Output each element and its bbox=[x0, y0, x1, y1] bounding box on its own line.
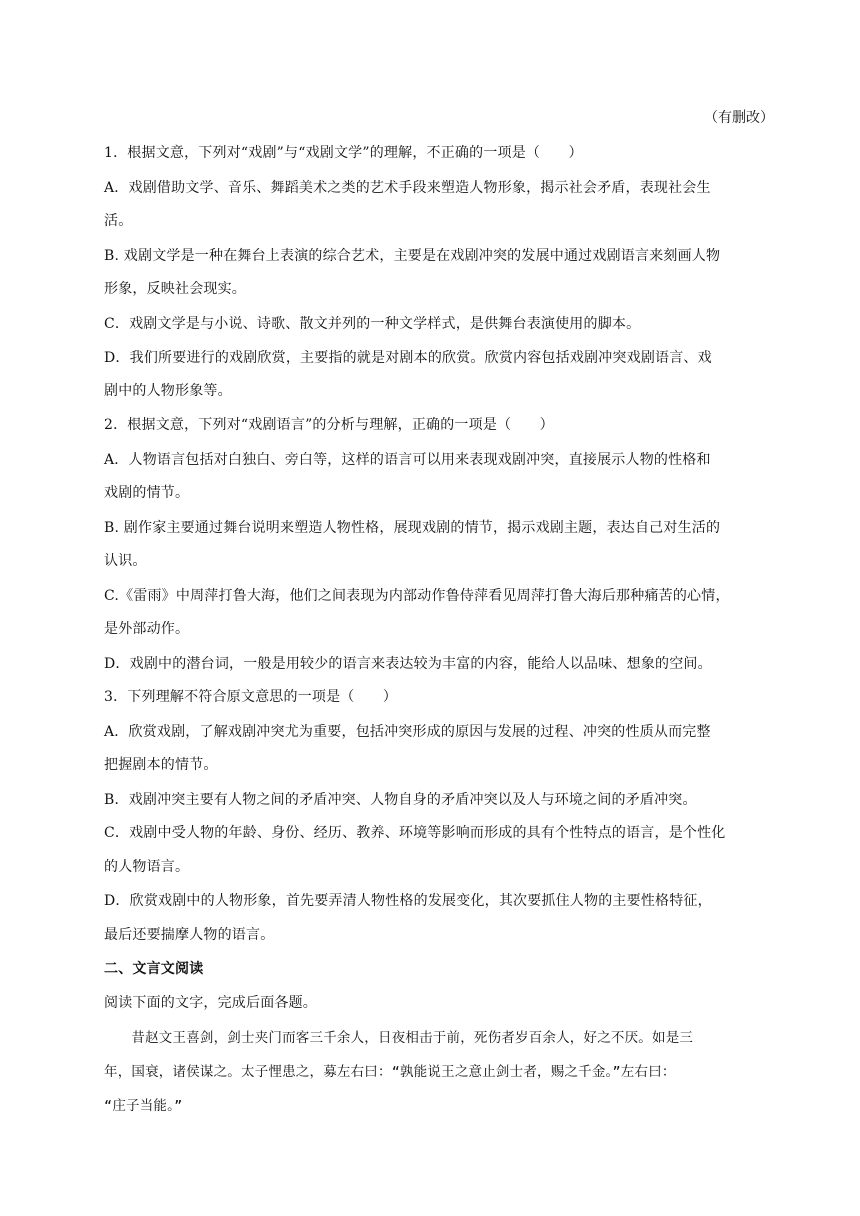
section-heading: 二、文言文阅读 bbox=[104, 961, 204, 977]
q3-option-c-line1: C．戏剧中受人物的年龄、身份、经历、教养、环境等影响而形成的具有个性特点的语言，是个性化 bbox=[104, 825, 726, 841]
q1-option-a-line2: 活。 bbox=[104, 213, 133, 229]
q1-option-d-line1: D．我们所要进行的戏剧欣赏，主要指的就是对剧本的欣赏。欣赏内容包括戏剧冲突戏剧语言、戏 bbox=[104, 350, 712, 366]
section-instruction: 阅读下面的文字，完成后面各题。 bbox=[104, 995, 317, 1011]
q3-option-c-line2: 的人物语言。 bbox=[104, 859, 190, 875]
q2-option-b-line1: B. 剧作家主要通过舞台说明来塑造人物性格，展现戏剧的情节，揭示戏剧主题，表达自己对生活的 bbox=[104, 520, 721, 536]
q2-option-d: D．戏剧中的潜台词，一般是用较少的语言来表达较为丰富的内容，能给人以品味、想象的空间。 bbox=[104, 656, 712, 672]
q1-stem: 1．根据文意，下列对“戏剧”与“戏剧文学”的理解，不正确的一项是（ ） bbox=[104, 145, 583, 161]
q2-option-a-line2: 戏剧的情节。 bbox=[104, 485, 190, 501]
q2-option-c-line1: C.《雷雨》中周萍打鲁大海，他们之间表现为内部动作鲁侍萍看见周萍打鲁大海后那种痛苦的心情， bbox=[104, 588, 730, 604]
q2-stem: 2．根据文意，下列对“戏剧语言”的分析与理解，正确的一项是（ ） bbox=[104, 417, 554, 433]
q3-option-b: B．戏剧冲突主要有人物之间的矛盾冲突、人物自身的矛盾冲突以及人与环境之间的矛盾冲突。 bbox=[104, 792, 697, 808]
q1-option-a-line1: A．戏剧借助文学、音乐、舞蹈美术之类的艺术手段来塑造人物形象，揭示社会矛盾，表现社会生 bbox=[104, 180, 711, 196]
q2-option-b-line2: 认识。 bbox=[104, 553, 147, 569]
q3-stem: 3．下列理解不符合原文意思的一项是（ ） bbox=[104, 689, 398, 705]
q3-option-d-line1: D．欣赏戏剧中的人物形象，首先要弄清人物性格的发展变化，其次要抓住人物的主要性格特征， bbox=[104, 893, 712, 909]
q3-option-d-line2: 最后还要揣摩人物的语言。 bbox=[104, 927, 275, 943]
q1-option-d-line2: 剧中的人物形象等。 bbox=[104, 383, 232, 399]
q1-option-c: C．戏剧文学是与小说、诗歌、散文并列的一种文学样式，是供舞台表演使用的脚本。 bbox=[104, 316, 641, 332]
passage-line-2: 年，国衰，诸侯谋之。太子悝患之，募左右曰：“孰能说王之意止剑士者，赐之千金。”左右曰： bbox=[104, 1064, 676, 1080]
q2-option-a-line1: A．人物语言包括对白独白、旁白等，这样的语言可以用来表现戏剧冲突，直接展示人物的性格和 bbox=[104, 452, 711, 468]
q2-option-c-line2: 是外部动作。 bbox=[104, 621, 190, 637]
q3-option-a-line1: A．欣赏戏剧，了解戏剧冲突尤为重要，包括冲突形成的原因与发展的过程、冲突的性质从而完整 bbox=[104, 724, 711, 740]
source-note: （有删改） bbox=[704, 110, 774, 126]
passage-line-3: “庄子当能。” bbox=[104, 1098, 183, 1114]
q1-option-b-line2: 形象，反映社会现实。 bbox=[104, 281, 246, 297]
passage-line-1: 昔赵文王喜剑，剑士夹门而客三千余人，日夜相击于前，死伤者岁百余人，好之不厌。如是三 bbox=[104, 1030, 694, 1046]
q1-option-b-line1: B. 戏剧文学是一种在舞台上表演的综合艺术，主要是在戏剧冲突的发展中通过戏剧语言来刻画人物 bbox=[104, 248, 721, 264]
q3-option-a-line2: 把握剧本的情节。 bbox=[104, 757, 218, 773]
